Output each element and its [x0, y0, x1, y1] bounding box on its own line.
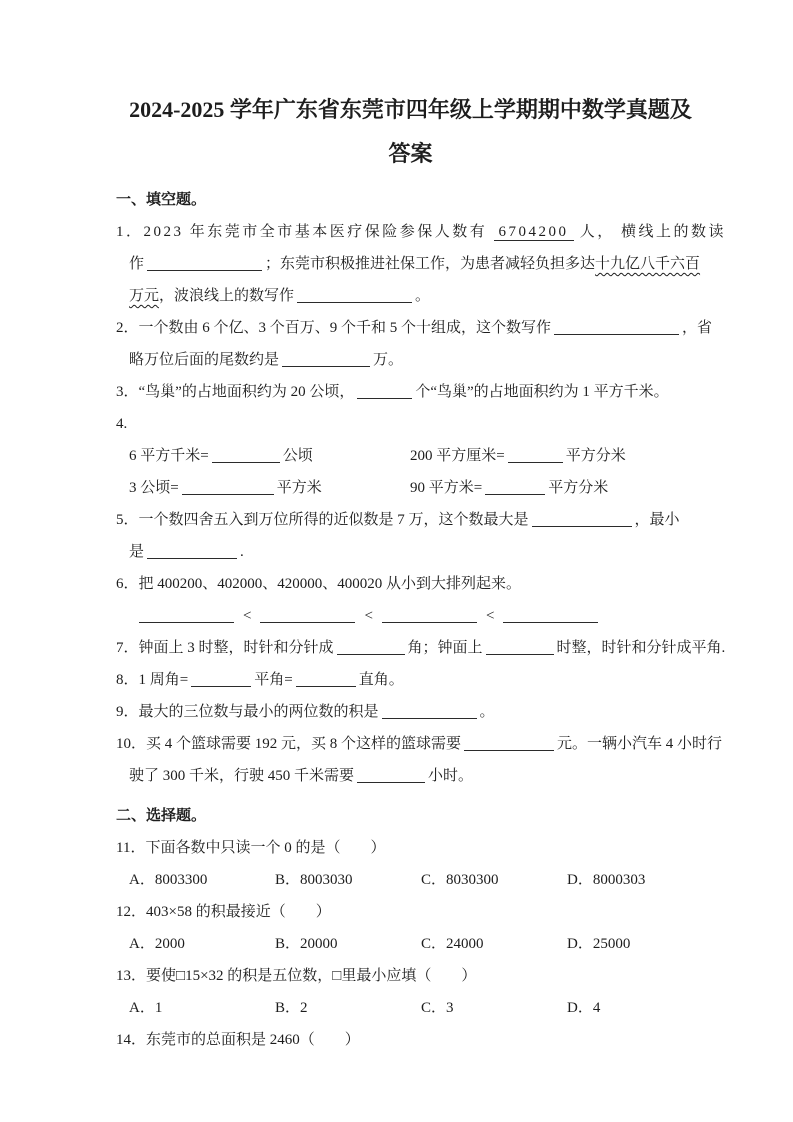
- question-8: [116, 664, 705, 696]
- option-a: A．8003300: [129, 872, 208, 888]
- blank-line: [485, 478, 545, 495]
- question-text: 人， 横线上的数读: [579, 224, 727, 240]
- conversion-text: 200 平方厘米=: [410, 448, 505, 464]
- question-5-line-1: [116, 504, 705, 536]
- question-text: 略万位后面的尾数约是: [129, 352, 280, 368]
- question-14-line-1: [116, 1024, 705, 1056]
- question-11-options: [116, 864, 705, 896]
- question-number: 3．: [116, 384, 139, 400]
- question-text: 角；钟面上: [407, 640, 483, 656]
- question-12-options: [116, 928, 705, 960]
- question-5-line-2: [116, 536, 705, 568]
- blank-line: [182, 478, 274, 495]
- question-text: 小时。: [428, 768, 474, 784]
- question-number: 11．: [116, 840, 146, 856]
- blank-line: [139, 606, 234, 623]
- question-10: [116, 728, 723, 792]
- blank-line: [147, 254, 262, 271]
- question-14: [116, 1024, 705, 1056]
- option-a: A．1: [129, 1000, 163, 1016]
- question-text: 要使□15×32 的积是五位数，□里最小应填（ ）: [146, 968, 477, 984]
- question-11: [116, 832, 705, 896]
- question-number: 1．: [116, 224, 144, 240]
- question-text: 。: [415, 288, 431, 304]
- question-text: 钟面上 3 时整，时针和分针成: [138, 640, 334, 656]
- wavy-underlined-text: 十九亿八千六百: [595, 256, 701, 272]
- question-3-line-1: [116, 376, 705, 408]
- question-number: 14．: [116, 1032, 147, 1048]
- question-8-line-1: [116, 664, 705, 696]
- question-text: ，省: [682, 320, 713, 336]
- question-11-line-1: [116, 832, 705, 864]
- question-3: [116, 376, 705, 408]
- question-text: ，波浪线上的数写作: [159, 288, 295, 304]
- question-text: “鸟巢”的占地面积约为 20 公顷，: [138, 384, 355, 400]
- blank-line: [357, 766, 425, 783]
- question-text: 最大的三位数与最小的两位数的积是: [138, 704, 379, 720]
- less-than-sign: <: [364, 608, 373, 624]
- option-c: C．3: [421, 1000, 454, 1016]
- question-4-conversion-row-1: [116, 440, 705, 472]
- question-4: [116, 408, 705, 504]
- blank-line: [508, 446, 563, 463]
- option-a: A．2000: [129, 936, 185, 952]
- option-d: D．25000: [567, 936, 631, 952]
- question-13-line-1: [116, 960, 705, 992]
- section-heading-multiple-choice: 二、选择题。: [116, 808, 207, 824]
- conversion-text: 90 平方米=: [410, 480, 483, 496]
- blank-line: [147, 542, 237, 559]
- question-4-conversion-row-2: [116, 472, 705, 504]
- question-text: 。: [479, 704, 495, 720]
- question-1-line-3: [116, 280, 705, 312]
- question-2-line-1: [116, 312, 713, 344]
- question-9: [116, 696, 705, 728]
- question-6-answer-line: [116, 600, 705, 632]
- question-number: 7．: [116, 640, 139, 656]
- question-text: 元。一辆小汽车 4 小时行: [557, 736, 723, 752]
- blank-line: [212, 446, 280, 463]
- question-text: 下面各数中只读一个 0 的是（ ）: [145, 840, 386, 856]
- question-1-line-2: [116, 248, 705, 280]
- option-c: C．8030300: [421, 872, 499, 888]
- option-b: B．2: [275, 1000, 308, 1016]
- question-number: 4.: [116, 416, 128, 432]
- question-1-line-1: [116, 216, 727, 248]
- question-number: 2．: [116, 320, 139, 336]
- question-text: 一个数四舍五入到万位所得的近似数是 7 万，这个数最大是: [138, 512, 529, 528]
- question-text: 把 400200、402000、420000、400020 从小到大排列起来。: [138, 576, 522, 592]
- question-text: 是: [129, 544, 145, 560]
- conversion-unit: 公顷: [282, 448, 313, 464]
- conversion-unit: 平方分米: [565, 448, 626, 464]
- question-number: 6．: [116, 576, 139, 592]
- less-than-sign: <: [485, 608, 495, 624]
- option-b: B．8003030: [275, 872, 353, 888]
- question-text: 个“鸟巢”的占地面积约为 1 平方千米。: [415, 384, 669, 400]
- question-text: 2023 年东莞市全市基本医疗保险参保人数有: [143, 224, 488, 240]
- underlined-number: 6704200: [494, 224, 574, 241]
- conversion-unit: 平方分米: [548, 480, 609, 496]
- question-text: 作: [129, 256, 145, 272]
- question-number: 12．: [116, 904, 147, 920]
- page-title-line-2: 答案: [388, 141, 433, 166]
- question-13-options: [116, 992, 705, 1024]
- question-text: ；东莞市积极推进社保工作，为患者减轻负担多达: [265, 256, 596, 272]
- question-13: [116, 960, 705, 1024]
- question-text: 平角=: [254, 672, 293, 688]
- question-text: 403×58 的积最接近（ ）: [146, 904, 331, 920]
- question-12: [116, 896, 705, 960]
- question-7-line-1: [116, 632, 726, 664]
- question-4-number-line: [116, 408, 705, 440]
- conversion-cell: [410, 448, 626, 464]
- blank-line: [464, 734, 554, 751]
- question-text: 万。: [373, 352, 404, 368]
- blank-line: [357, 382, 412, 399]
- option-d: D．8000303: [567, 872, 646, 888]
- question-text: 直角。: [358, 672, 404, 688]
- question-text: ，最小: [634, 512, 680, 528]
- question-text: 一个数由 6 个亿、3 个百万、9 个千和 5 个十组成，这个数写作: [138, 320, 552, 336]
- question-text: 1 周角=: [138, 672, 189, 688]
- conversion-text: 3 公顷=: [129, 480, 179, 496]
- question-number: 8．: [116, 672, 139, 688]
- question-number: 9．: [116, 704, 139, 720]
- blank-line: [554, 318, 679, 335]
- blank-line: [296, 670, 356, 687]
- question-9-line-1: [116, 696, 705, 728]
- option-d: D．4: [567, 1000, 601, 1016]
- page-title-line-1: 2024-2025 学年广东省东莞市四年级上学期期中数学真题及: [129, 97, 692, 122]
- question-1: [116, 216, 727, 312]
- conversion-text: 6 平方千米=: [129, 448, 209, 464]
- question-12-line-1: [116, 896, 705, 928]
- blank-line: [382, 702, 477, 719]
- question-6-line-1: [116, 568, 705, 600]
- wavy-underlined-text: 万元: [129, 288, 160, 304]
- conversion-cell: [129, 440, 410, 472]
- question-10-line-2: [116, 760, 705, 792]
- blank-line: [532, 510, 632, 527]
- option-c: C．24000: [421, 936, 484, 952]
- question-text: 时整，时针和分针成平角.: [556, 640, 726, 656]
- blank-line: [297, 286, 412, 303]
- section-heading-fill-in: 一、填空题。: [116, 192, 207, 208]
- blank-line: [486, 638, 554, 655]
- less-than-sign: <: [243, 608, 252, 624]
- question-number: 10．: [116, 736, 147, 752]
- conversion-unit: 平方米: [276, 480, 322, 496]
- blank-line: [503, 606, 598, 623]
- question-6: [116, 568, 705, 632]
- question-7: [116, 632, 726, 664]
- question-2-line-2: [116, 344, 705, 376]
- question-text: 驶了 300 千米，行驶 450 千米需要: [129, 768, 355, 784]
- question-5: [116, 504, 705, 568]
- blank-line: [337, 638, 405, 655]
- question-number: 5．: [116, 512, 139, 528]
- blank-line: [382, 606, 477, 623]
- question-text: 东莞市的总面积是 2460（ ）: [146, 1032, 360, 1048]
- question-number: 13．: [116, 968, 147, 984]
- option-b: B．20000: [275, 936, 338, 952]
- question-10-line-1: [116, 728, 723, 760]
- blank-line: [260, 606, 355, 623]
- blank-line: [191, 670, 251, 687]
- question-2: [116, 312, 713, 376]
- blank-line: [282, 350, 370, 367]
- question-text: .: [240, 544, 244, 560]
- conversion-cell: [410, 480, 608, 496]
- question-text: 买 4 个篮球需要 192 元，买 8 个这样的篮球需要: [146, 736, 462, 752]
- conversion-cell: [129, 472, 410, 504]
